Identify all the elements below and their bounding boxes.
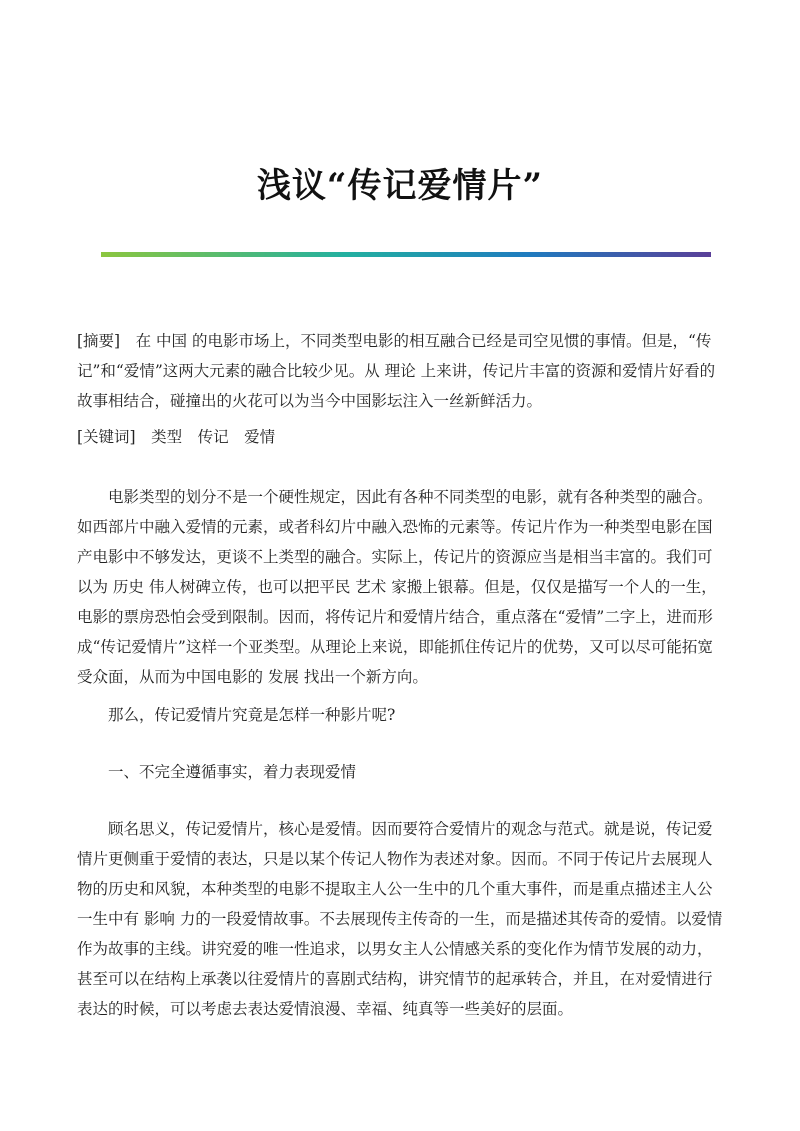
body-paragraph-3: 顾名思义，传记爱情片，核心是爱情。因而要符合爱情片的观念与范式。就是说，传记爱情片更侧重于爱情的表达，只是以某个传记人物作为表述对象。因而。不同于传记片去展现人物的历史和风貌，本种类型的电影不提取主人公一生中的几个重大事件，而是重点描述主人公一生中有 影响 力的一段爱情故事。不去展现传主传奇的一生，而是描述其传奇的爱情。以爱情作为故事的主线。讲究爱的唯一性追求，以男女主人公情感关系的变化作为情节发展的动力，甚至可以在结构上承袭以往爱情片的喜剧式结构，讲究情节的起承转合，并且，在对爱情进行表达的时候，可以考虑去表达爱情浪漫、幸福、纯真等一些美好的层面。: [77, 820, 723, 1018]
title-divider: [101, 252, 711, 257]
section-heading-1: 一、不完全遵循事实，着力表现爱情: [108, 763, 357, 781]
keywords-label: [关键词]: [77, 428, 136, 446]
abstract-text: 在 中国 的电影市场上，不同类型电影的相互融合已经是司空见惯的事情。但是，“传记”和“爱情”这两大元素的融合比较少见。从 理论 上来讲，传记片丰富的资源和爱情片好看的故事相结合，碰撞出的火花可以为当今中国影坛注入一丝新鲜活力。: [77, 332, 716, 410]
page-title: 浅议“传记爱情片”: [256, 166, 544, 206]
body-paragraph-1: 电影类型的划分不是一个硬性规定，因此有各种不同类型的电影，就有各种类型的融合。如西部片中融入爱情的元素，或者科幻片中融入恐怖的元素等。传记片作为一种类型电影在国产电影中不够发达，更谈不上类型的融合。实际上，传记片的资源应当是相当丰富的。我们可以为 历史 伟人树碑立传，也可以把平民 艺术 家搬上银幕。但是，仅仅是描写一个人的一生，电影的票房恐怕会受到限制。因而，将传记片和爱情片结合，重点落在“爱情”二字上，进而形成“传记爱情片”这样一个亚类型。从理论上来说，即能抓住传记片的优势，又可以尽可能拓宽受众面，从而为中国电影的 发展 找出一个新方向。: [77, 488, 717, 686]
abstract-label: [摘要]: [77, 332, 121, 350]
keywords-text: 类型 传记 爱情: [151, 428, 276, 446]
keywords: [77, 422, 723, 452]
abstract: [77, 326, 723, 416]
body-paragraph-2: 那么，传记爱情片究竟是怎样一种影片呢?: [108, 706, 396, 724]
